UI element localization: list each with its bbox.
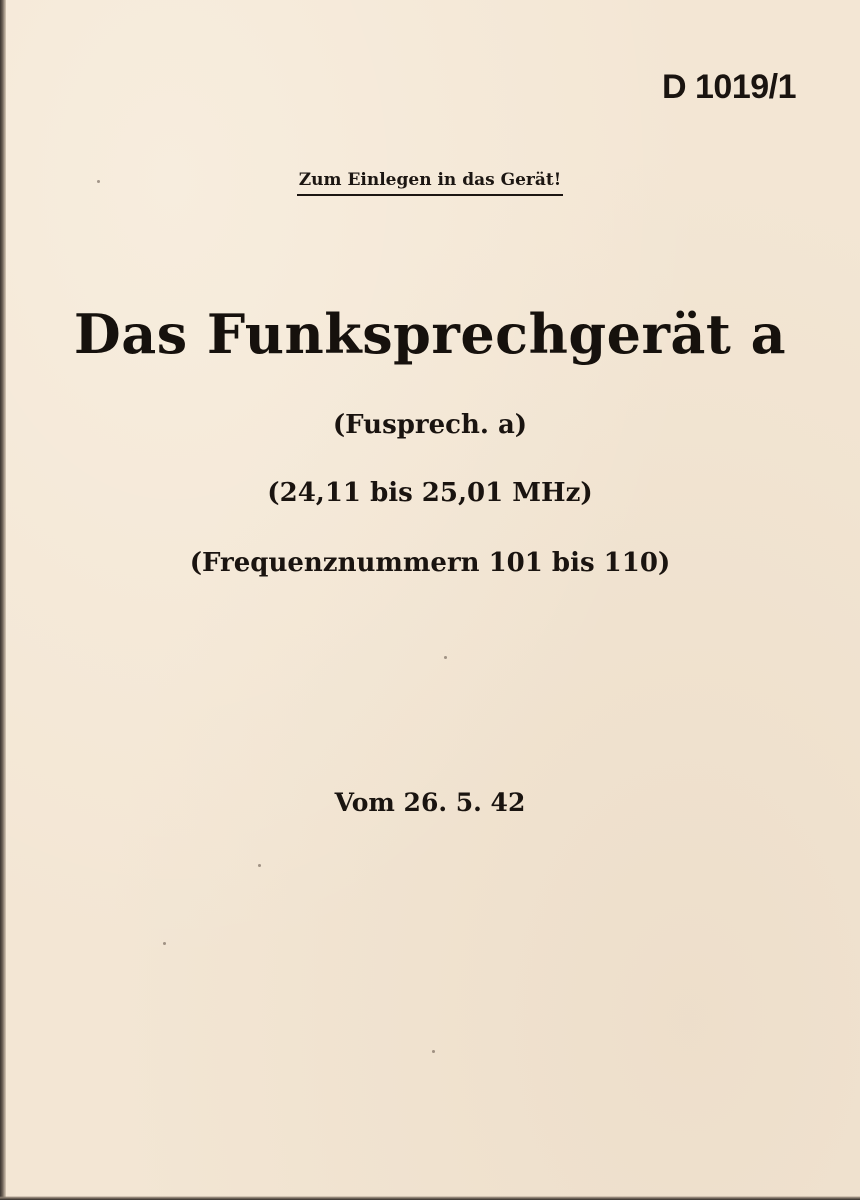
paper-speck xyxy=(258,864,261,867)
document-date: Vom 26. 5. 42 xyxy=(334,788,526,817)
title-abbreviation: (Fusprech. a) xyxy=(332,410,528,440)
paper-speck xyxy=(444,656,447,659)
insert-instruction: Zum Einlegen in das Gerät! xyxy=(297,170,563,196)
page-bottom-edge xyxy=(0,1196,860,1200)
frequency-range: (24,11 bis 25,01 MHz) xyxy=(267,478,593,508)
paper-speck xyxy=(163,942,166,945)
instruction-block xyxy=(0,170,860,196)
paper-speck xyxy=(97,180,100,183)
paper-speck xyxy=(432,1050,435,1053)
frequency-numbers: (Frequenznummern 101 bis 110) xyxy=(189,548,671,578)
document-designation: D 1019/1 xyxy=(662,68,796,106)
page-title: Das Funksprechgerät a xyxy=(73,302,787,366)
